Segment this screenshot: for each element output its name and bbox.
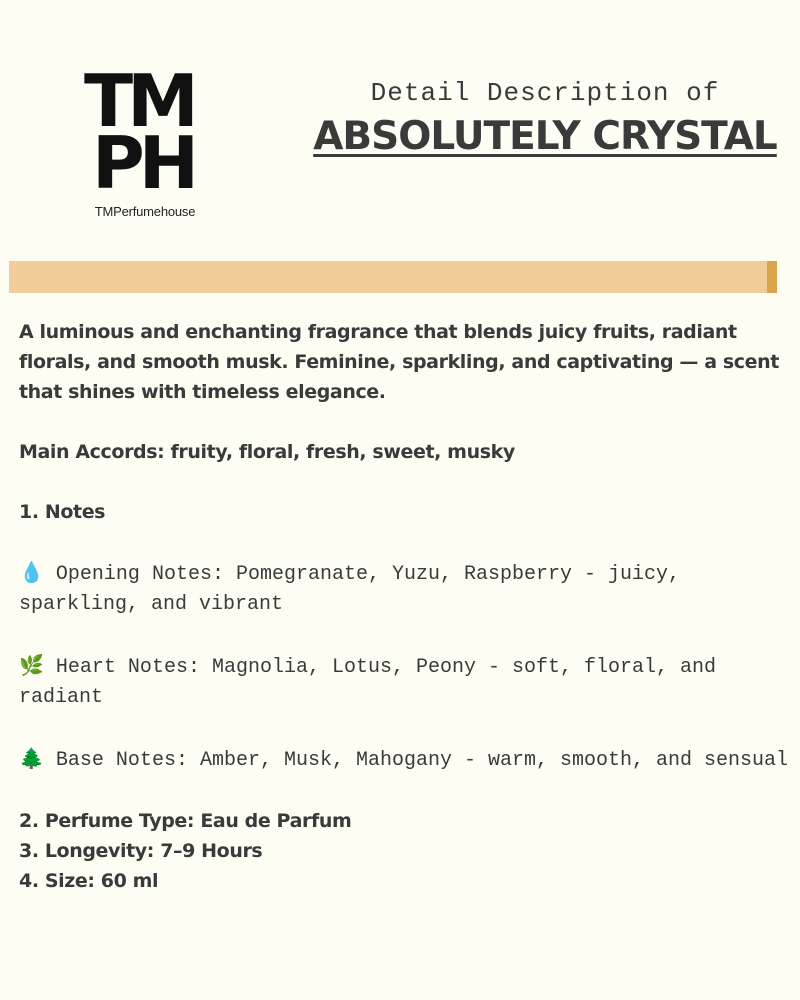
- logo-caption: TMPerfumehouse: [94, 204, 196, 219]
- note-text: Heart Notes: Magnolia, Lotus, Peony - soft, floral, and radiant: [19, 656, 717, 709]
- note-heart: [19, 650, 789, 713]
- detail-longevity: 3. Longevity: 7–9 Hours: [19, 840, 263, 862]
- herb-icon: 🌿: [19, 653, 44, 677]
- note-text: Base Notes: Amber, Musk, Mahogany - warm, smooth, and sensual: [55, 749, 789, 772]
- note-base: [19, 743, 789, 776]
- main-accords: Main Accords: fruity, floral, fresh, sweet, musky: [19, 441, 515, 463]
- accent-bar-tab: [767, 261, 777, 293]
- product-description: A luminous and enchanting fragrance that blends juicy fruits, radiant florals, and smooth musk. Feminine, sparkling, and captivating — a scent that shines with timeless elegance.: [19, 321, 779, 403]
- description-body: [19, 317, 789, 896]
- detail-size: 4. Size: 60 ml: [19, 870, 159, 892]
- logo-text-tm: TM: [84, 59, 193, 143]
- notes-heading: 1. Notes: [19, 501, 106, 523]
- product-title: ABSOLUTELY CRYSTAL: [313, 114, 777, 159]
- note-text: Opening Notes: Pomegranate, Yuzu, Raspberry - juicy, sparkling, and vibrant: [19, 563, 681, 616]
- detail-perfume-type: 2. Perfume Type: Eau de Parfum: [19, 810, 352, 832]
- logo-text-ph: PH: [92, 121, 194, 205]
- accent-bar: [9, 261, 767, 293]
- evergreen-tree-icon: 🌲: [19, 746, 44, 770]
- brand-logo: [84, 59, 206, 219]
- note-opening: [19, 557, 789, 620]
- water-drop-icon: 💧: [19, 560, 44, 584]
- page-subtitle: Detail Description of: [370, 78, 720, 108]
